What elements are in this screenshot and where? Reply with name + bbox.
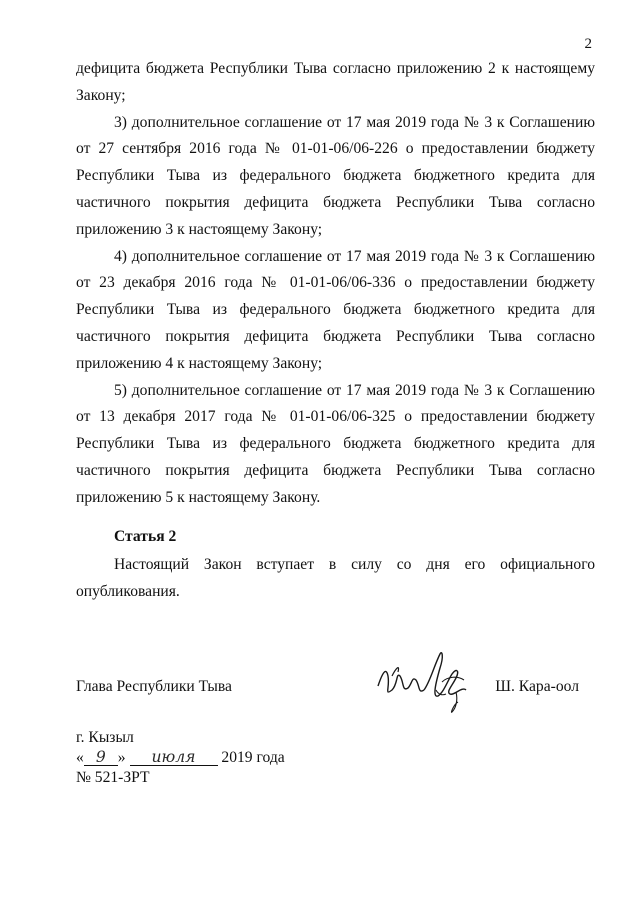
signatory-name: Ш. Кара-оол (495, 678, 579, 695)
article-2-body (76, 552, 595, 606)
quote-open: « (76, 749, 84, 766)
handwritten-month: июля (130, 750, 218, 766)
document-body (76, 56, 595, 512)
signatory-title: Глава Республики Тыва (76, 678, 232, 695)
page-number: 2 (584, 36, 592, 52)
year-text: 2019 года (221, 749, 285, 766)
handwritten-signature (372, 646, 482, 718)
law-number: № 521-ЗРТ (76, 769, 150, 786)
paragraph-item-4: 4) дополнительное соглашение от 17 мая 2019 года № 3 к Соглашению от 23 декабря 2016 года № 01-01-06/06-336 о предоставлении бюджету Республики Тыва из федерального бюджета бюджетного кредита для частичного покрытия дефицита бюджета Республики Тыва согласно приложению 4 к настоящему Закону; (76, 247, 595, 372)
article-2-text: Настоящий Закон вступает в силу со дня его официального опубликования. (76, 556, 595, 600)
article-2-heading: Статья 2 (114, 528, 177, 545)
place-date-block (76, 728, 285, 788)
paragraph-item-5: 5) дополнительное соглашение от 17 мая 2019 года № 3 к Соглашению от 13 декабря 2017 года № 01-01-06/06-325 о предоставлении бюджету Республики Тыва из федерального бюджета бюджетного кредита для частичного покрытия дефицита бюджета Республики Тыва согласно приложению 5 к настоящему Закону. (76, 381, 595, 506)
city-name: г. Кызыл (76, 729, 134, 746)
paragraph-item-3: 3) дополнительное соглашение от 17 мая 2019 года № 3 к Соглашению от 27 сентября 2016 года № 01-01-06/06-226 о предоставлении бюджету Республики Тыва из федерального бюджета бюджетного кредита для частичного покрытия дефицита бюджета Республики Тыва согласно приложению 3 к настоящему Закону; (76, 113, 595, 238)
handwritten-day: 9 (84, 750, 118, 766)
quote-close: » (117, 749, 126, 766)
signature-block (76, 678, 595, 718)
paragraph-continuation: дефицита бюджета Республики Тыва согласно приложению 2 к настоящему Закону; (76, 60, 595, 104)
signing-date (76, 748, 285, 768)
